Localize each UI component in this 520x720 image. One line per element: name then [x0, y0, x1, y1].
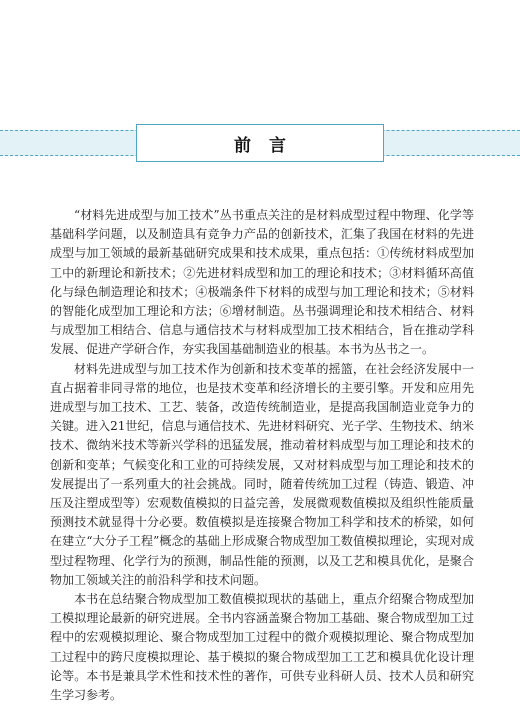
preface-title-band [0, 124, 520, 168]
paragraph-book-scope: 本书在总结聚合物成型加工数值模拟现状的基础上，重点介绍聚合物成型加工模拟理论最新的研究进展。全书内容涵盖聚合物加工基础、聚合物成型加工过程中的宏观模拟理论、聚合物成型加工过程中的微介观模拟理论、聚合物成型加工过程中的跨尺度模拟理论、基于模拟的聚合物成型加工工艺和模具优化设计理论等。本书是兼具学术性和技术性的著作，可供专业科研人员、技术人员和研究生学习参考。 [50, 592, 474, 703]
paragraph-series-intro: “材料先进成型与加工技术”丛书重点关注的是材料成型过程中物理、化学等基础科学问题，以及制造具有竞争力产品的创新技术，汇集了我国在材料的先进成型与加工领域的最新基础研究成果和技术成果，重点包括：①传统材料成型加工中的新理论和新技术；②先进材料成型和加工的理论和技术；③材料循环高值化与绿色制造理论和技术；④极端条件下材料的成型与加工理论和技术；⑤材料的智能化成型加工理论和方法；⑥增材制造。丛书强调理论和技术相结合、材料与成型加工相结合、信息与通信技术与材料成型加工技术相结合，旨在推动学科发展、促进产学研合作，夯实我国基础制造业的根基。本书为丛书之一。 [50, 208, 474, 357]
title-box [136, 124, 384, 162]
preface-body [50, 206, 474, 705]
preface-title: 前言 [234, 135, 304, 156]
paragraph-background: 材料先进成型与加工技术作为创新和技术变革的摇篮，在社会经济发展中一直占据着非同寻常的地位，也是技术变革和经济增长的主要引擎。开发和应用先进成型与加工技术、工艺、装备，改造传统制造业，是提高我国制造业竞争力的关键。进入21世纪，信息与通信技术、先进材料研究、光子学、生物技术、纳米技术、微纳米技术等新兴学科的迅猛发展，推动着材料成型与加工理论和技术的创新和变革；气候变化和工业的可持续发展，又对材料成型与加工理论和技术的发展提出了一系列重大的社会挑战。同时，随着传统加工过程（铸造、锻造、冲压及注塑成型等）宏观数值模拟的日益完善，发展微观数值模拟及组织性能质量预测技术就显得十分必要。数值模拟是连接聚合物加工科学和技术的桥梁，如何在建立“大分子工程”概念的基础上形成聚合物成型加工数值模拟理论，实现对成型过程物理、化学行为的预测，制品性能的预测，以及工艺和模具优化，是聚合物加工领域关注的前沿科学和技术问题。 [50, 361, 474, 587]
